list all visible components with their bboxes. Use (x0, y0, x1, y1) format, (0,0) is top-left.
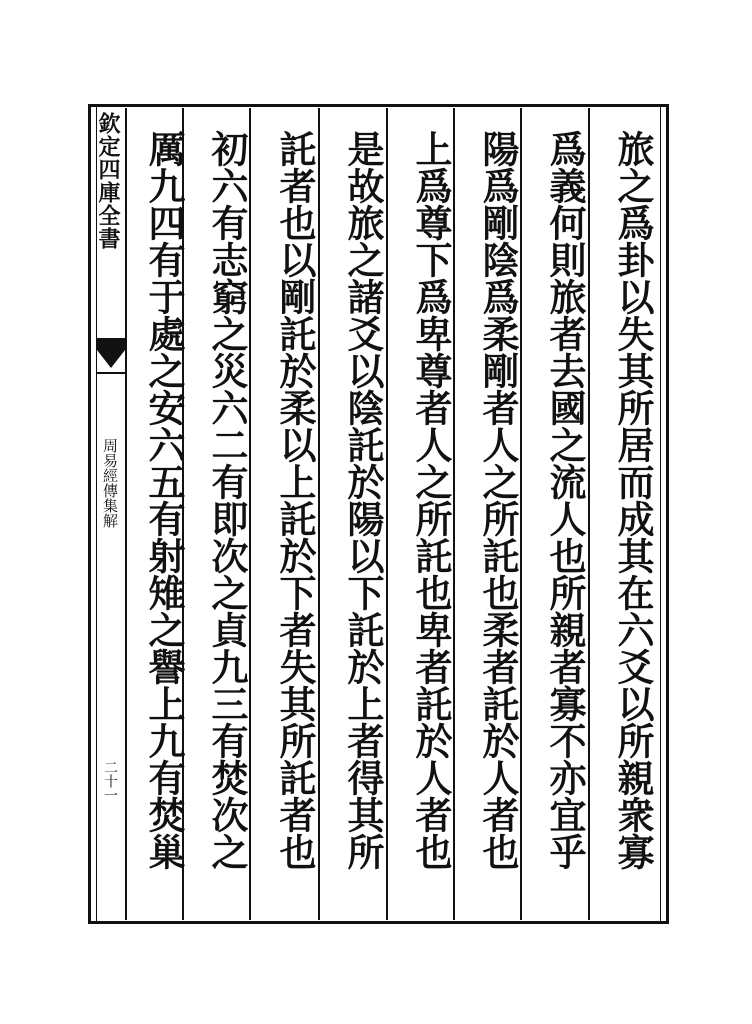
column-rule (386, 108, 388, 920)
column-rule (453, 108, 455, 920)
page-number: 二十一 (102, 760, 118, 802)
text-column-8: 厲九四有于處之安六五有射雉之譽上九有焚巢 (142, 130, 186, 870)
text-column-7: 初六有志窮之災六二有即次之貞九三有焚次之 (205, 130, 249, 870)
text-column-5: 是故旅之諸爻以陰託於陽以下託於上者得其所 (341, 130, 385, 870)
column-rule (520, 108, 522, 920)
column-rule (588, 108, 590, 920)
text-column-1: 旅之爲卦以失其所居而成其在六爻以所親衆寡 (611, 130, 655, 870)
right-inner-border (660, 104, 661, 924)
book-title: 周易經傳集解 (101, 438, 119, 528)
text-column-6: 託者也以剛託於柔以上託於下者失其所託者也 (273, 130, 317, 870)
library-title: 欽定四庫全書 (95, 112, 121, 250)
column-rule (249, 108, 251, 920)
column-rule (125, 108, 127, 920)
right-border (666, 104, 669, 924)
text-column-4: 上爲尊下爲卑尊者人之所託也卑者託於人者也 (409, 130, 453, 870)
column-rule (318, 108, 320, 920)
top-border (88, 104, 668, 107)
text-column-3: 陽爲剛陰爲柔剛者人之所託也柔者託於人者也 (476, 130, 520, 870)
fish-tail-rule (97, 372, 125, 374)
left-border (88, 104, 91, 924)
text-column-2: 爲義何則旅者去國之流人也所親者寡不亦宜乎 (543, 130, 587, 870)
bottom-border (88, 921, 668, 924)
